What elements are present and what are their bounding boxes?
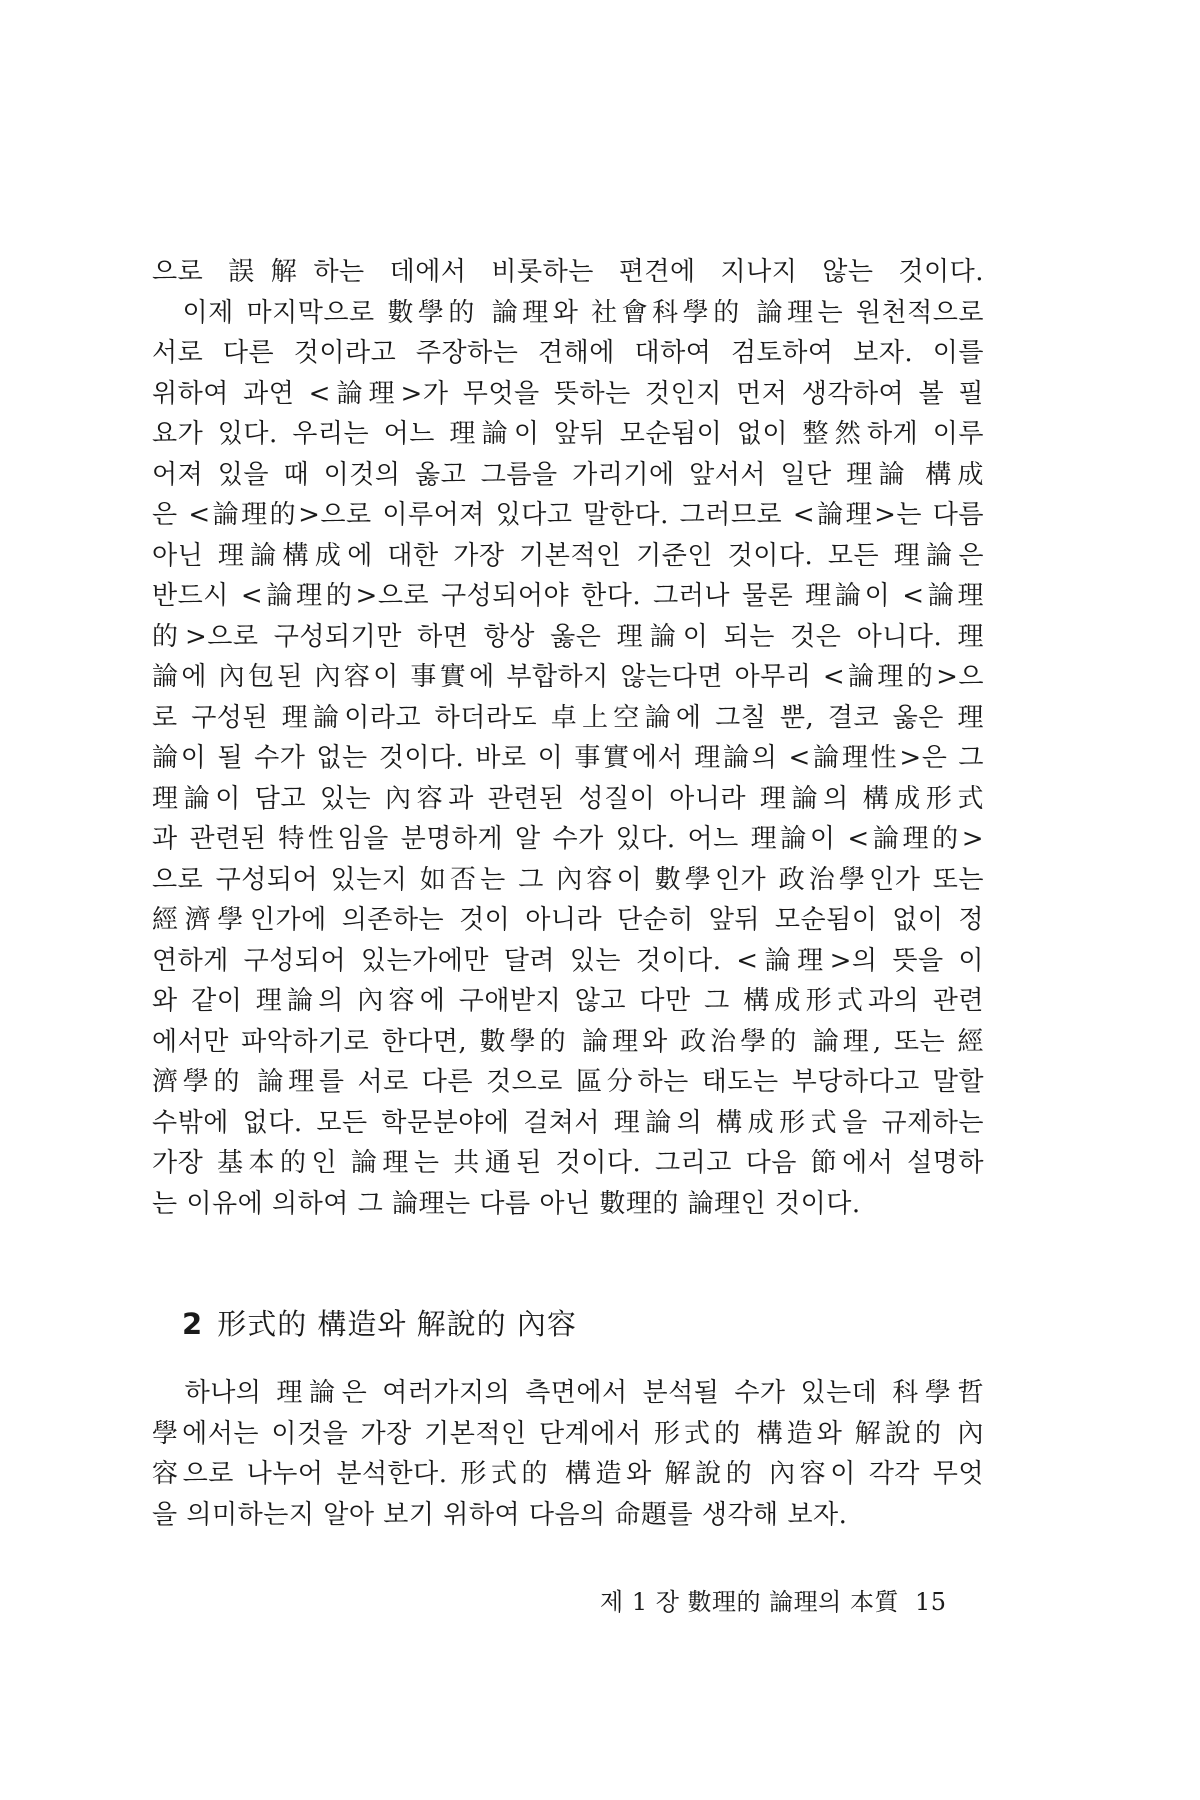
text-line: 濟學的 論理를 서로 다른 것으로 區分하는 태도는 부당하다고 말할: [152, 1067, 984, 1097]
text-line: 와 같이 理論의 內容에 구애받지 않고 다만 그 構成形式과의 관련: [152, 986, 984, 1016]
running-footer: [600, 1582, 947, 1617]
text-line: 아닌 理論構成에 대한 가장 기본적인 기준인 것이다. 모든 理論은: [152, 540, 984, 571]
text-line: 는 이유에 의하여 그 論理는 다름 아닌 數理的 論理인 것이다.: [152, 1188, 861, 1219]
text-line: 學에서는 이것을 가장 기본적인 단계에서 形式的 構造와 解說的 內: [152, 1418, 984, 1449]
text-line: 가장 基本的인 論理는 共通된 것이다. 그리고 다음 節에서 설명하: [152, 1148, 984, 1178]
text-line: 은 <論理的>으로 이루어져 있다고 말한다. 그러므로 <論理>는 다름: [152, 500, 984, 530]
text-line: 요가 있다. 우리는 어느 理論이 앞뒤 모순됨이 없이 整然하게 이루: [152, 419, 984, 449]
text-line: 容으로 나누어 분석한다. 形式的 構造와 解說的 內容이 각각 무엇: [152, 1459, 984, 1489]
text-line: 하나의 理論은 여러가지의 측면에서 분석될 수가 있는데 科學哲: [152, 1378, 984, 1408]
text-line: 的>으로 구성되기만 하면 항상 옳은 理論이 되는 것은 아니다. 理: [152, 621, 984, 652]
page-number: 15: [914, 1588, 947, 1616]
body-text: [152, 252, 984, 1224]
text-line: 수밖에 없다. 모든 학문분야에 걸쳐서 理論의 構成形式을 규제하는: [152, 1107, 984, 1138]
text-line: 에서만 파악하기로 한다면, 數學的 論理와 政治學的 論理, 또는 經: [152, 1026, 984, 1057]
text-line: 과 관련된 特性임을 분명하게 알 수가 있다. 어느 理論이 <論理的>: [152, 824, 984, 854]
text-line: 理論이 담고 있는 內容과 관련된 성질이 아니라 理論의 構成形式: [152, 783, 984, 814]
text-line: 으로 誤解하는 데에서 비롯하는 편견에 지나지 않는 것이다.: [152, 257, 984, 287]
text-line: 論이 될 수가 없는 것이다. 바로 이 事實에서 理論의 <論理性>은 그: [152, 743, 984, 773]
text-line: 반드시 <論理的>으로 구성되어야 한다. 그러나 물론 理論이 <論理: [152, 581, 984, 611]
text-line: 이제 마지막으로 數學的 論理와 社會科學的 論理는 원천적으로: [152, 297, 984, 328]
text-line: 로 구성된 理論이라고 하더라도 卓上空論에 그칠 뿐, 결코 옳은 理: [152, 702, 984, 733]
section-body-text: [152, 1373, 984, 1535]
text-line: 서로 다른 것이라고 주장하는 견해에 대하여 검토하여 보자. 이를: [152, 338, 984, 368]
text-line: 연하게 구성되어 있는가에만 달려 있는 것이다. <論理>의 뜻을 이: [152, 945, 984, 976]
section-heading: [182, 1302, 577, 1343]
section-number: 2: [182, 1307, 204, 1341]
text-line: 위하여 과연 <論理>가 무엇을 뜻하는 것인지 먼저 생각하여 볼 필: [152, 378, 984, 409]
text-line: 論에 內包된 內容이 事實에 부합하지 않는다면 아무리 <論理的>으: [152, 662, 984, 692]
text-line: 으로 구성되어 있는지 如否는 그 內容이 數學인가 政治學인가 또는: [152, 864, 984, 895]
text-line: 어져 있을 때 이것의 옳고 그름을 가리기에 앞서서 일단 理論 構成: [152, 459, 984, 490]
chapter-title: 제 1 장 數理的 論理의 本質: [600, 1588, 899, 1616]
text-line: 을 의미하는지 알아 보기 위하여 다음의 命題를 생각해 보자.: [152, 1499, 848, 1530]
text-line: 經濟學인가에 의존하는 것이 아니라 단순히 앞뒤 모순됨이 없이 정: [152, 905, 984, 935]
section-title: 形式的 構造와 解說的 內容: [217, 1307, 577, 1341]
